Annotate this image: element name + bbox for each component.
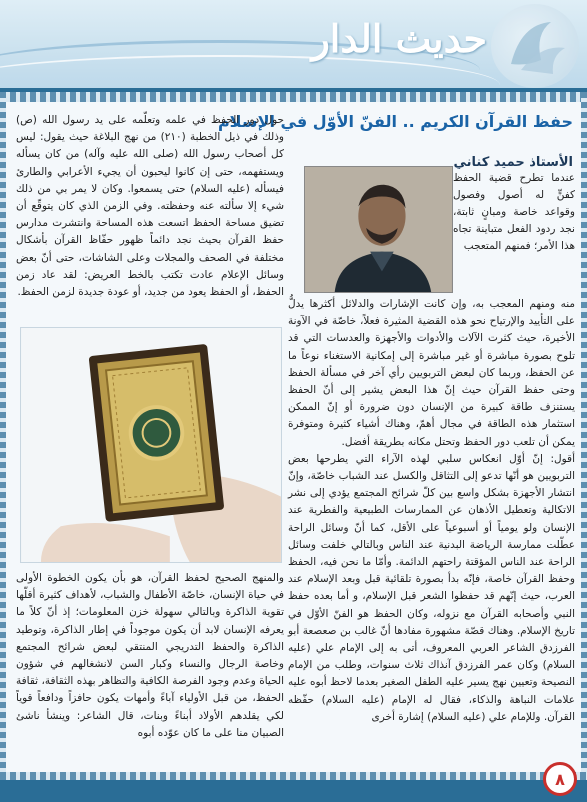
paragraph: أقول: إنّ أوّل انعكاس سلبي لهذه الآراء التي يطرحها بعض التربويين هو أنّها تدعو إلى التثاقل والكسل عند الشباب خاصّة، وإنّ انتشار الأجهزة بشكل واسع بين كلّ شرائح المجتمع يؤدي إلى نشر الاتكالية وتعطيل الأذهان عن الممارسات الطبيعية والفطرية عند الإنسان ولو يومياً أو أسبوعياً على الأقل، كما أنّ وسائل الراحة عطّلت ممارسة الرياضة البدنية عند الناس وبالتالي خلفت وسائل الراحة عند الناس المؤقتة راحتهم الدائمة. وأمّا ما نحن فيه، الحفظ وحفظ القرآن خاصة، فإنّه بدأ بصورة تلقائية قبل وبعد الإسلام عند العرب، حيث إنّهم قد حفظوا الشعر قبل الإسلام، و أما بعده حفظ النبي وأصحابه القرآن مع نزوله، وكان الحفظ هو الفنّ الأوّل في تاريخ الإسلام. وهناك قصّة مشهورة مفادها أنّ غالب بن صعصعة أبو الفرزدق الشاعر العربي المعروف، أتى به إلى الإمام علي (عليه السلام) وكان عمر الفرزدق آنذاك ثلاث سنوات، وطلب من الإمام النصيحة وتعيين نهج يسير عليه الطفل الصغير بعدما لاحظ أبوه عليه علامات النباهة والذكاء، فقال له الإمام (عليه السلام) حفّظه القرآن. وللإمام علي (عليه السلام) إشارة أخرى <box>288 452 575 723</box>
decorative-border <box>0 772 587 780</box>
article-column-left-top: حول دور الحفظ في علمه وتعلّمه على يد رسول الله (ص) وذلك في ذيل الخطبة (٢١٠) من نهج البلاغة حيث يقول: ليس كل أصحاب رسول الله (صلى الله عليه وآله) من كان يسأله ويستفهمه، حتى إن كانوا ليحبون أن يجيء الأعرابي والطارئ فيسأله (عليه السلام) حتى يسمعوا. وكان لا يمر بي من ذلك شيء إلا سألته عنه وحفظته. وفي الزمن الذي كان يتوقّع أن تضيق مساحة الحفظ اتسعت هذه المساحة وانتشرت مدارس حفظ القرآن بحيث نجد دائماً ظهور حفّاظ القرآن بأشكال مختلفة في الصحف والمجلات وعلى الشاشات، حتى أنّ بعض وسائل الإعلام عادت تكتب بالخط العريض: لقد عاد زمن الحفظ، أو الحفظ يعود من جديد، أو عودة جديدة لزمن الحفظ. <box>16 114 285 299</box>
page-footer <box>0 780 587 802</box>
section-title: حديث الدار <box>311 16 487 61</box>
article-column-right <box>288 296 575 726</box>
author-photo <box>304 166 453 293</box>
page-header <box>0 0 587 92</box>
article-title: حفظ القرآن الكريم .. الفنّ الأوّل في الإسلام <box>217 112 573 131</box>
page-number-badge: ٨ <box>543 762 577 796</box>
quran-photo <box>20 327 282 563</box>
paragraph: منه ومنهم المعجب به، وإن كانت الإشارات والدلائل أكثرها يدلُّ على التأييد والإرتياح نحو هذه القضية المثيرة فعلاً، خاصّة في الآونة الأخيرة، حيث كثرت الآلات والأدوات والأجهزة والعدسات التي قد تلوح بصورة مباشرة أو غير مباشرة إلى إمكانية الاستغناء نوعاً ما عن الحفظ، وربما كان لبعض التربويين رأي آخر في مسألة الحفظ وحتى حفظ القرآن حيث إنّ هذا البعض يشير إلى أنّ الحفظ يستنزف طاقة كبيرة من الإنسان دون ضرورة أو إنّ الممكن استثمار هذه الطاقة في مجال أهمّ، وهناك أشياء كثيرة ومتوفرة يمكن أن تلعب دور الحفظ وتحتل مكانه بطريقة أفضل. <box>288 298 575 448</box>
decorative-border <box>581 92 587 782</box>
magazine-logo <box>491 4 579 88</box>
decorative-border <box>0 92 6 782</box>
article-intro: عندما تطرح قضية الحفظ كفنٍّ له أصول وفصول وقواعد خاصة ومبانٍ ثابتة، نجد ردود الفعل متباينة تجاه هذا الأمر؛ فمنهم المتعجب <box>453 172 575 252</box>
article-column-left-bottom: والمنهج الصحيح لحفظ القرآن، هو بأن يكون الخطوة الأولى في حياة الإنسان، خاصّة الأطفال والشباب، لأهداف كثيرة أقلّها تقوية الذاكرة وبالتالي سهولة خزن المعلومات؛ إذ أنّ كلاً ما يعرفه الإنسان لابد أن يكون موجوداً في إطار الذاكرة، وتوطيد الذاكرة والحفظ التدريجي المنتقي لبعض شرائح المجتمع وخاصة الرجال والنساء وكبار السن لانشغالهم في شؤون الحياة وعدم وجود الفرصة الكافية والتظاهر بهذه الثقافة، ثقافة الحفظ، من قبل الأولياء آباءً وأمهات يكون حافزاً ودافعاً قوياً لكي يقلدهم الأولاد أبناءً وبنات، قال الشاعر: وينشأ ناشئ الصبيان منا على ما كان عوّده أبوه <box>16 572 284 739</box>
author-name: الأستاذ حميد كناني <box>453 155 573 170</box>
decorative-border <box>0 92 587 102</box>
